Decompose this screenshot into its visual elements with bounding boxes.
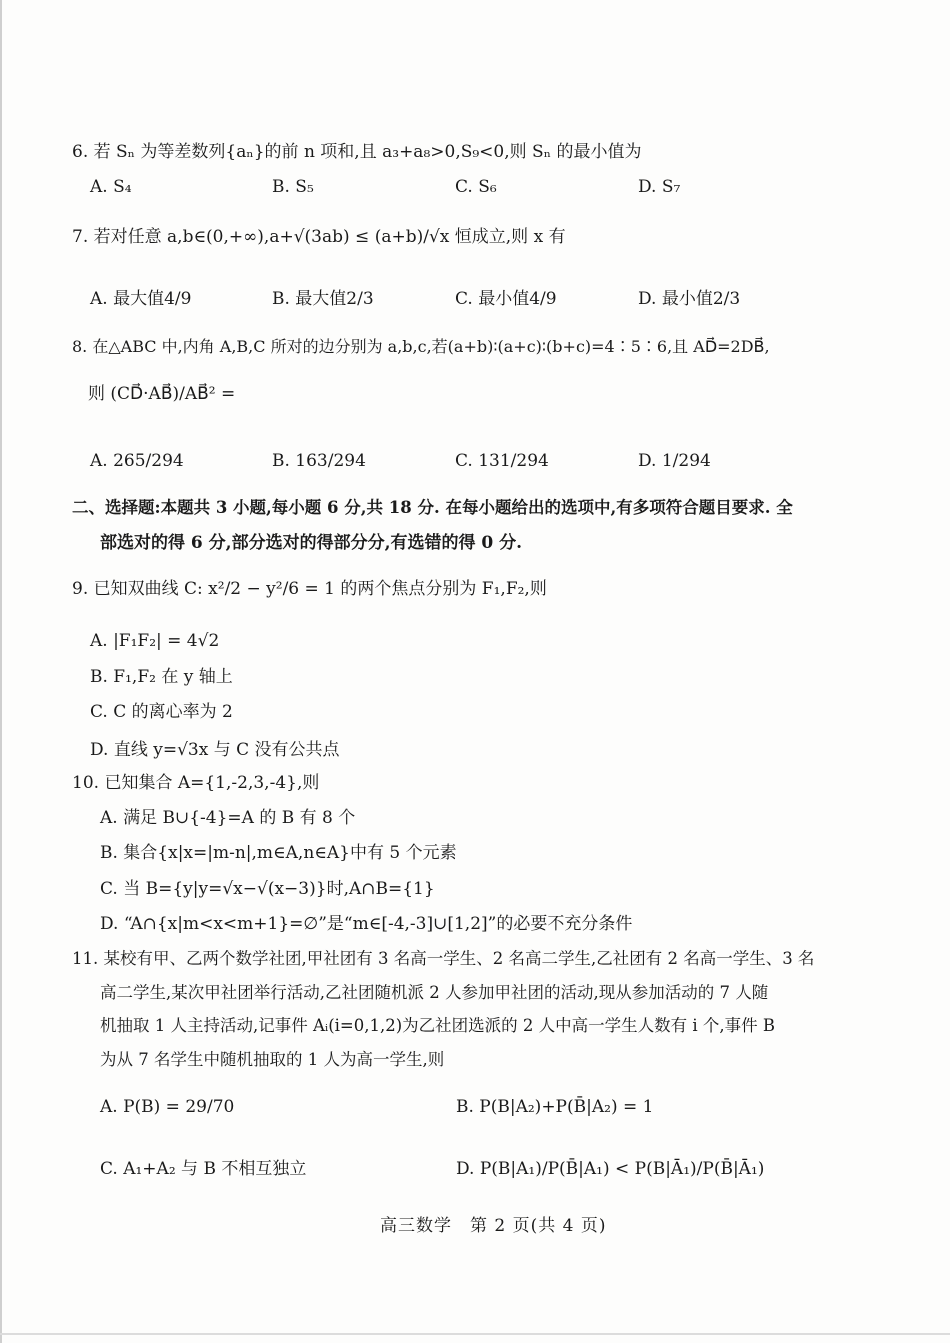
section2-instructions-line2: 部选对的得 6 分,部分选对的得部分分,有选错的得 0 分. — [100, 533, 523, 553]
q9-option-d: D. 直线 y=√3x 与 C 没有公共点 — [90, 740, 340, 760]
q7-stem: 7. 若对任意 a,b∈(0,+∞),a+√(3ab) ≤ (a+b)/√x 恒成立,则 x 有 — [72, 227, 566, 247]
section2-instructions-line1: 二、选择题:本题共 3 小题,每小题 6 分,共 18 分. 在每小题给出的选项中,有多项符合题目要求. 全 — [72, 498, 793, 517]
q7-option-c: C. 最小值4/9 — [455, 289, 557, 309]
q11-stem-line1: 11. 某校有甲、乙两个数学社团,甲社团有 3 名高一学生、2 名高二学生,乙社团有 2 名高一学生、3 名 — [72, 949, 815, 968]
page-footer: 高三数学 第 2 页(共 4 页) — [380, 1216, 607, 1236]
q7-option-d: D. 最小值2/3 — [638, 289, 741, 309]
q10-option-c: C. 当 B={y|y=√x−√(x−3)}时,A∩B={1} — [100, 879, 435, 899]
q11-stem-line4: 为从 7 名学生中随机抽取的 1 人为高一学生,则 — [100, 1050, 445, 1069]
q11-option-c: C. A₁+A₂ 与 B 不相互独立 — [100, 1159, 307, 1179]
q11-option-b: B. P(B|A₂)+P(B̄|A₂) = 1 — [456, 1097, 654, 1117]
q11-stem-line3: 机抽取 1 人主持活动,记事件 Aᵢ(i=0,1,2)为乙社团选派的 2 人中高一学生人数有 i 个,事件 B — [100, 1016, 776, 1035]
q6-option-d: D. S₇ — [638, 177, 681, 197]
q8-option-b: B. 163/294 — [272, 451, 366, 471]
q6-option-b: B. S₅ — [272, 177, 314, 197]
q7-option-a: A. 最大值4/9 — [90, 289, 192, 309]
q10-option-a: A. 满足 B∪{-4}=A 的 B 有 8 个 — [100, 808, 356, 828]
scan-edge-bottom — [0, 1333, 950, 1335]
q11-option-d: D. P(B|A₁)/P(B̄|A₁) < P(B|Ā₁)/P(B̄|Ā₁) — [456, 1159, 765, 1179]
q6-option-c: C. S₆ — [455, 177, 497, 197]
q8-option-c: C. 131/294 — [455, 451, 549, 471]
q9-stem: 9. 已知双曲线 C: x²/2 − y²/6 = 1 的两个焦点分别为 F₁,F₂,则 — [72, 579, 547, 599]
q9-option-b: B. F₁,F₂ 在 y 轴上 — [90, 667, 233, 687]
q8-option-a: A. 265/294 — [90, 451, 184, 471]
q8-option-d: D. 1/294 — [638, 451, 711, 471]
q10-option-b: B. 集合{x|x=|m-n|,m∈A,n∈A}中有 5 个元素 — [100, 843, 457, 863]
q9-option-c: C. C 的离心率为 2 — [90, 702, 233, 722]
q8-stem: 8. 在△ABC 中,内角 A,B,C 所对的边分别为 a,b,c,若(a+b)∶(a+c)∶(b+c)=4∶5∶6,且 AD⃗=2DB⃗, — [72, 337, 770, 356]
q6-option-a: A. S₄ — [90, 177, 132, 197]
q8-stem-continued: 则 (CD⃗·AB⃗)/AB⃗² = — [88, 384, 236, 404]
q9-option-a: A. |F₁F₂| = 4√2 — [90, 631, 220, 651]
scan-edge-left — [0, 0, 2, 1343]
q10-option-d: D. “A∩{x|m<x<m+1}=∅”是“m∈[-4,-3]∪[1,2]”的必要不充分条件 — [100, 914, 633, 934]
q6-stem: 6. 若 Sₙ 为等差数列{aₙ}的前 n 项和,且 a₃+a₈>0,S₉<0,则 Sₙ 的最小值为 — [72, 142, 642, 162]
q11-stem-line2: 高二学生,某次甲社团举行活动,乙社团随机派 2 人参加甲社团的活动,现从参加活动的 7 人随 — [100, 983, 769, 1002]
q10-stem: 10. 已知集合 A={1,-2,3,-4},则 — [72, 773, 320, 793]
q7-option-b: B. 最大值2/3 — [272, 289, 374, 309]
q11-option-a: A. P(B) = 29/70 — [100, 1097, 235, 1117]
